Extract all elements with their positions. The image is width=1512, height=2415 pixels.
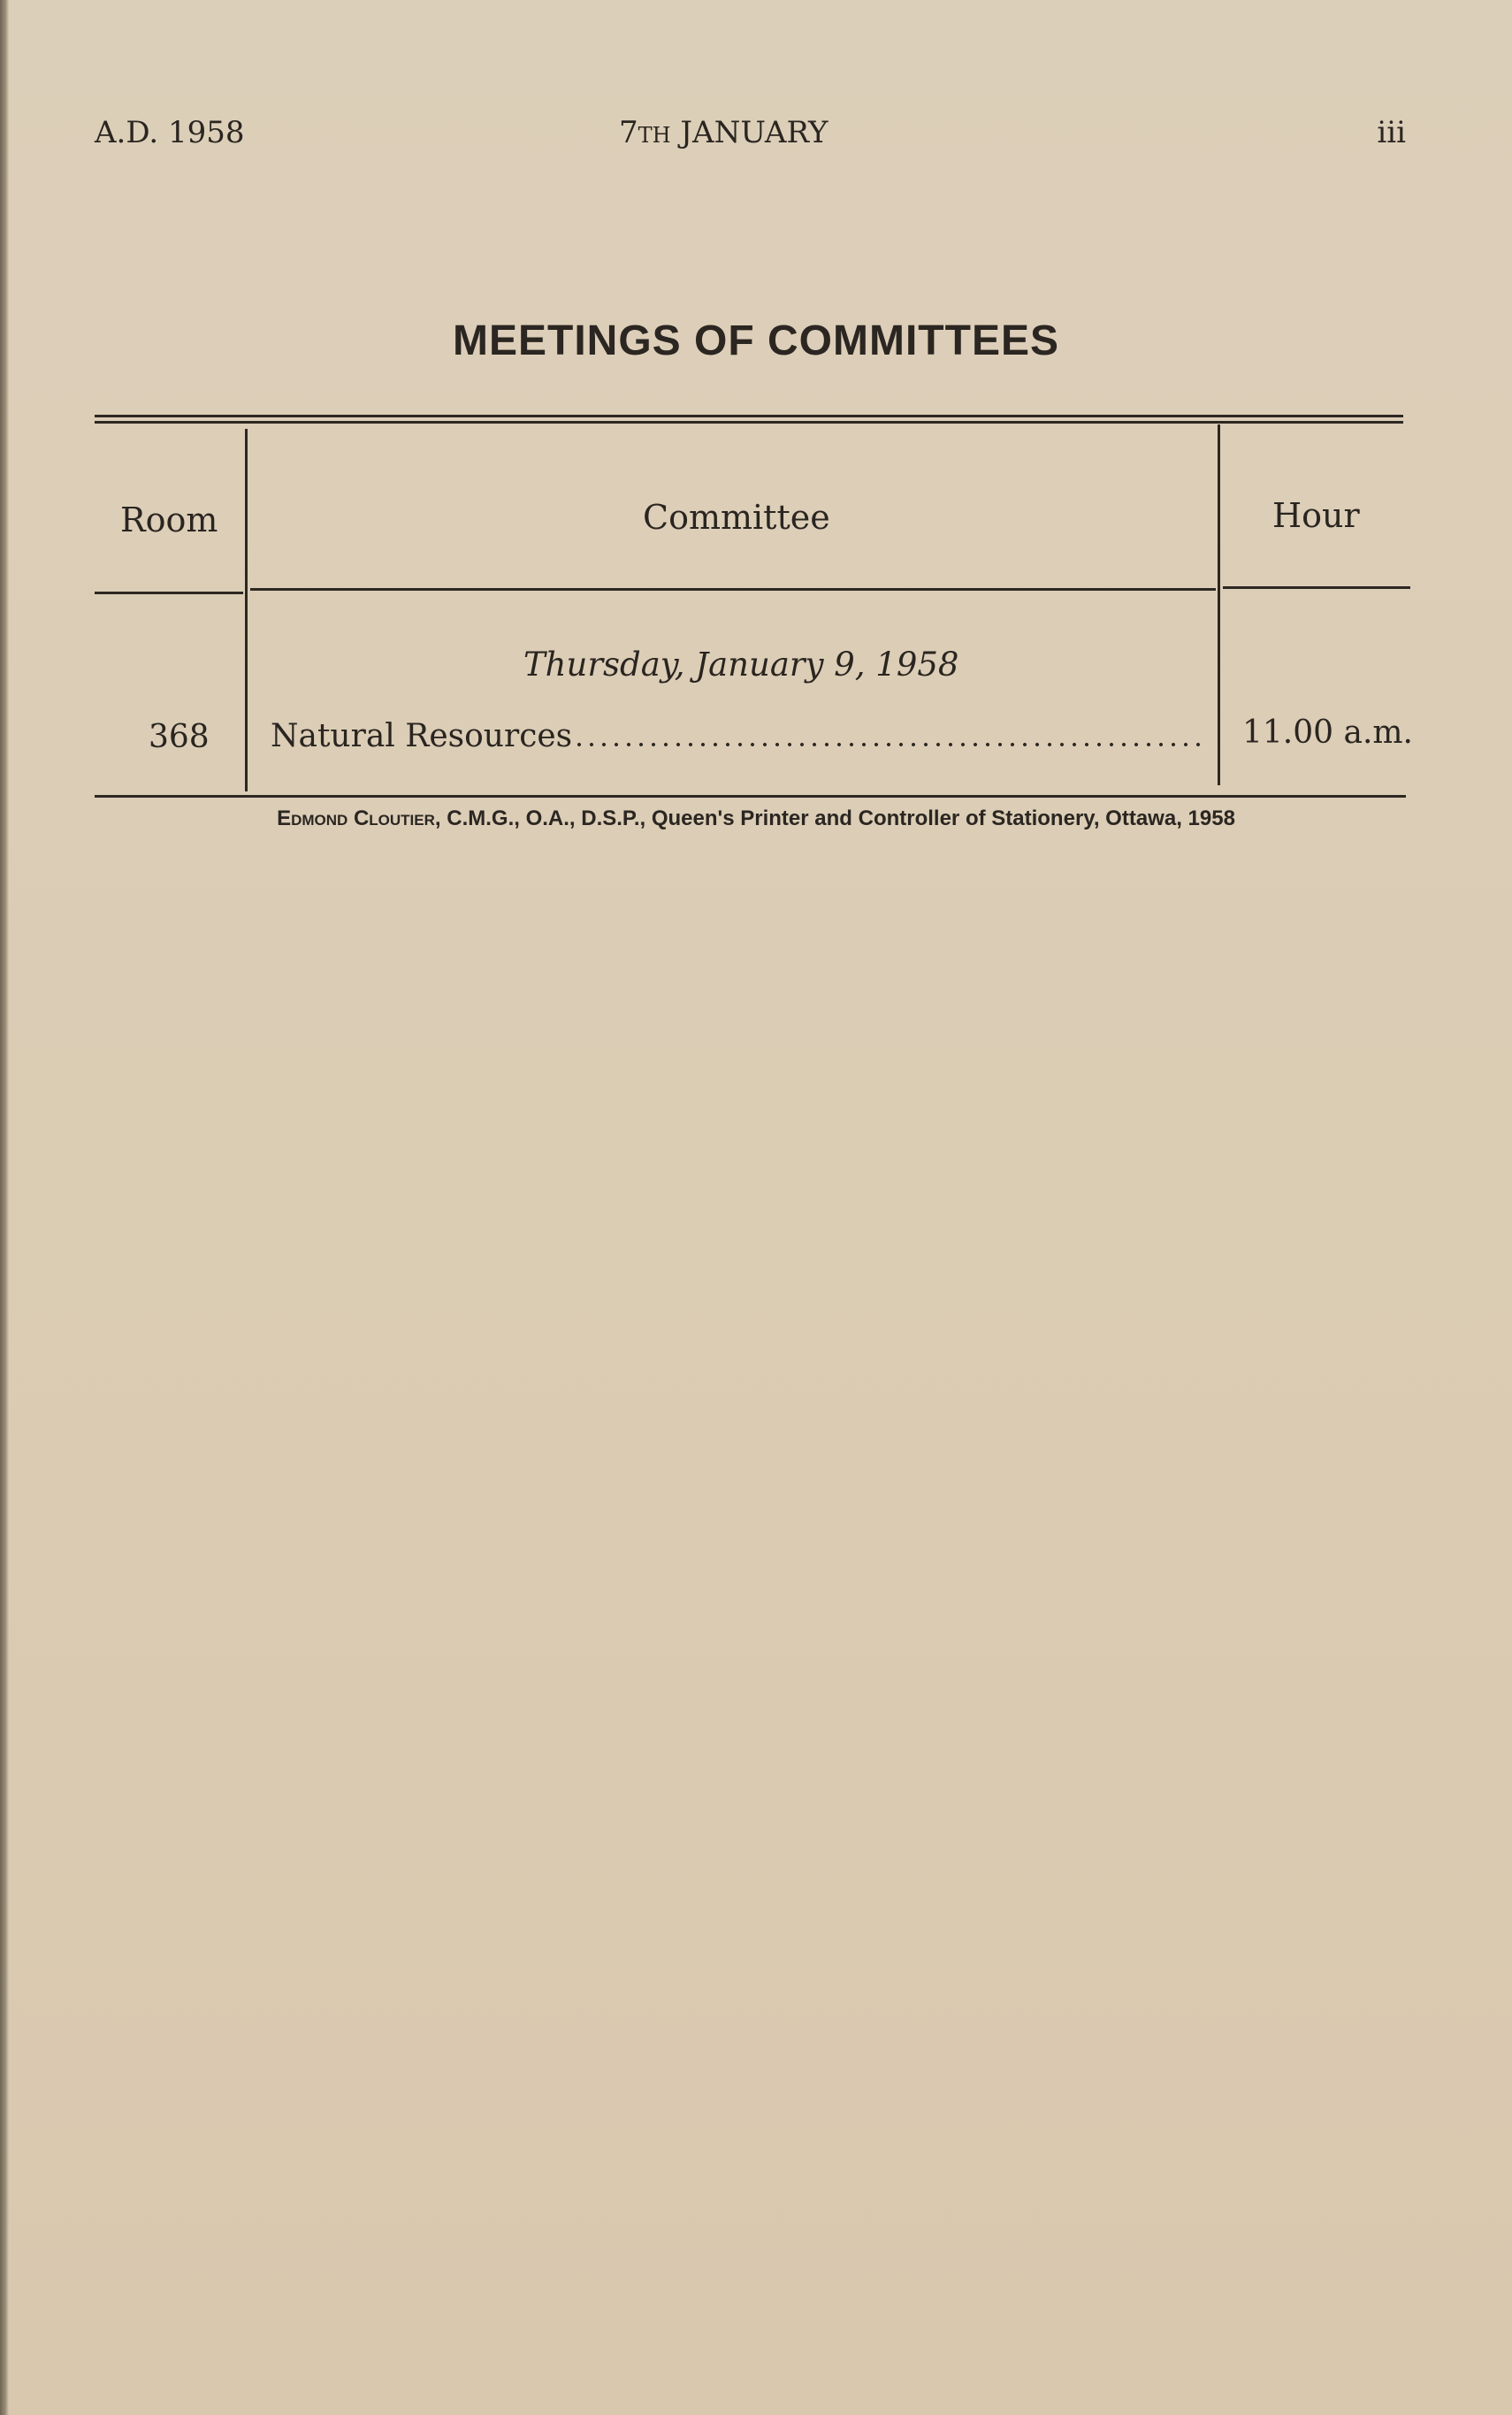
- meeting-date: Thursday, January 9, 1958: [523, 646, 959, 684]
- page-title: MEETINGS OF COMMITTEES: [452, 317, 1059, 364]
- header-hour: Hour: [1272, 496, 1360, 535]
- running-head-day: 7th: [619, 115, 671, 150]
- committee-name: Natural Resources: [271, 718, 573, 754]
- room-number: 368: [149, 719, 210, 755]
- header-committee: Committee: [643, 498, 830, 537]
- meeting-hour: 11.00 a.m.: [1242, 715, 1413, 751]
- page-number: iii: [1377, 115, 1406, 150]
- printer-name: Edmond Cloutier: [277, 806, 435, 830]
- printer-credentials: , C.M.G., O.A., D.S.P., Queen's Printer and Controller of Stationery, Ottawa, 1958: [434, 806, 1235, 830]
- running-head-date: [619, 115, 829, 150]
- running-head-month: JANUARY: [680, 115, 829, 150]
- running-head-year: A.D. 1958: [95, 115, 245, 150]
- printer-imprint: [0, 806, 1512, 831]
- header-rule-committee: [250, 588, 1216, 591]
- table-top-rule-2: [95, 421, 1403, 424]
- header-room: Room: [120, 501, 218, 539]
- leader-dots: [573, 743, 1208, 746]
- column-divider-hour: [1218, 424, 1220, 785]
- header-rule-hour: [1223, 586, 1410, 589]
- running-head: [0, 115, 1512, 150]
- table-bottom-rule: [95, 795, 1406, 798]
- table-top-rule: [95, 415, 1403, 417]
- header-rule-room: [95, 592, 243, 594]
- column-divider-room: [245, 429, 248, 791]
